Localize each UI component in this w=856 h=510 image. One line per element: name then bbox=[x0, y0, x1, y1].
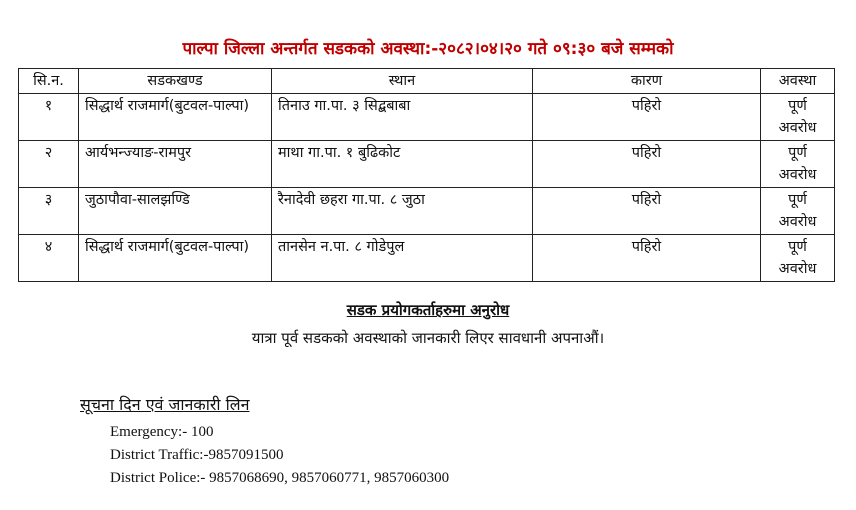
row-cause: पहिरो bbox=[533, 141, 761, 188]
row-section: सिद्धार्थ राजमार्ग(बुटवल-पाल्पा) bbox=[79, 94, 272, 141]
row-status: पूर्ण अवरोध bbox=[761, 141, 835, 188]
page-title: पाल्पा जिल्ला अन्तर्गत सडकको अवस्था:-२०८२।०४।२० गते ०९:३० बजे सम्मको bbox=[182, 39, 674, 59]
table-row bbox=[19, 94, 835, 141]
row-status: पूर्ण अवरोध bbox=[761, 188, 835, 235]
header-cause: कारण bbox=[533, 69, 761, 94]
table-row bbox=[19, 141, 835, 188]
row-section: सिद्धार्थ राजमार्ग(बुटवल-पाल्पा) bbox=[79, 235, 272, 282]
header-location: स्थान bbox=[272, 69, 533, 94]
header-section: सडकखण्ड bbox=[79, 69, 272, 94]
row-location: तिनाउ गा.पा. ३ सिद्बबाबा bbox=[272, 94, 533, 141]
row-cause: पहिरो bbox=[533, 188, 761, 235]
row-section: जुठापौवा-सालझण्डि bbox=[79, 188, 272, 235]
request-text: यात्रा पूर्व सडकको अवस्थाको जानकारी लिएर सावधानी अपनाऔं। bbox=[251, 329, 605, 347]
row-location: माथा गा.पा. १ बुढिकोट bbox=[272, 141, 533, 188]
row-sn: १ bbox=[19, 94, 79, 141]
road-status-table bbox=[18, 68, 835, 282]
row-cause: पहिरो bbox=[533, 94, 761, 141]
row-sn: ४ bbox=[19, 235, 79, 282]
table-row bbox=[19, 188, 835, 235]
emergency-contact: Emergency:- 100 bbox=[110, 424, 214, 440]
row-status: पूर्ण अवरोध bbox=[761, 235, 835, 282]
row-location: रैनादेवी छहरा गा.पा. ८ जुठा bbox=[272, 188, 533, 235]
header-status: अवस्था bbox=[761, 69, 835, 94]
contact-heading: सूचना दिन एवं जानकारी लिन bbox=[80, 395, 250, 414]
row-location: तानसेन न.पा. ८ गोडेपुल bbox=[272, 235, 533, 282]
table-header-row bbox=[19, 69, 835, 94]
traffic-contact: District Traffic:-9857091500 bbox=[110, 447, 284, 463]
row-sn: २ bbox=[19, 141, 79, 188]
table-row bbox=[19, 235, 835, 282]
row-status: पूर्ण अवरोध bbox=[761, 94, 835, 141]
row-sn: ३ bbox=[19, 188, 79, 235]
header-sn: सि.न. bbox=[19, 69, 79, 94]
row-section: आर्यभन्ज्याङ-रामपुर bbox=[79, 141, 272, 188]
police-contact: District Police:- 9857068690, 9857060771, 9857060300 bbox=[110, 470, 450, 486]
request-heading: सडक प्रयोगकर्ताहरुमा अनुरोध bbox=[346, 301, 510, 319]
row-cause: पहिरो bbox=[533, 235, 761, 282]
